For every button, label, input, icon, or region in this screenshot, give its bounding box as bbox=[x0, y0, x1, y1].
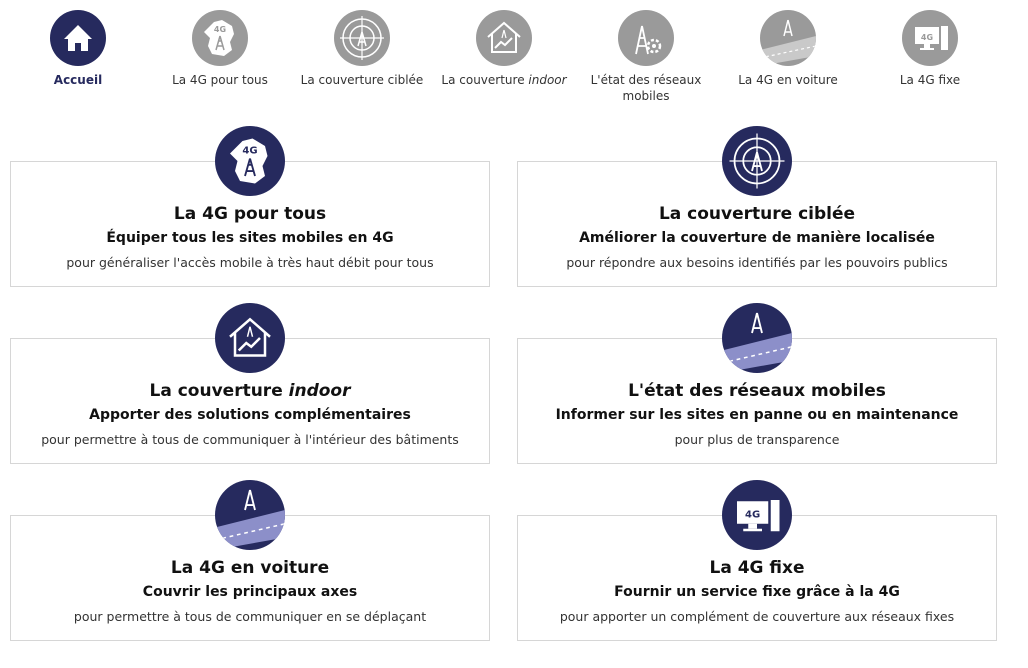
nav-item-etat-reseaux[interactable] bbox=[576, 10, 716, 104]
nav-label: L'état des réseaux mobiles bbox=[590, 73, 702, 103]
card-title: La couverture indoor bbox=[149, 381, 351, 401]
france-4g-icon bbox=[192, 10, 248, 66]
computer-4g-icon bbox=[902, 10, 958, 66]
card-subtitle: Apporter des solutions complémentaires bbox=[89, 407, 411, 423]
icon-4g-text: 4G bbox=[213, 25, 227, 34]
nav-item-4g-pour-tous[interactable] bbox=[150, 10, 290, 88]
nav-label: La couverture indoor bbox=[441, 73, 567, 87]
nav-item-accueil[interactable] bbox=[8, 10, 148, 88]
card-subtitle: Fournir un service fixe grâce à la 4G bbox=[614, 584, 900, 600]
card-subtitle: Couvrir les principaux axes bbox=[142, 584, 358, 600]
nav-label: La 4G pour tous bbox=[172, 73, 268, 87]
card-title: La 4G pour tous bbox=[173, 204, 327, 224]
nav-item-4g-voiture[interactable] bbox=[718, 10, 858, 88]
card-description: pour apporter un complément de couverture aux réseaux fixes bbox=[559, 609, 955, 624]
target-antenna-icon bbox=[722, 126, 792, 196]
road-antenna-icon bbox=[760, 10, 816, 66]
road-antenna-icon bbox=[215, 480, 285, 550]
icon-4g-text: 4G bbox=[920, 33, 934, 42]
nav-item-couverture-indoor[interactable] bbox=[434, 10, 574, 88]
nav-label: La 4G fixe bbox=[899, 73, 961, 87]
card-subtitle: Équiper tous les sites mobiles en 4G bbox=[106, 230, 394, 246]
nav-label: La couverture ciblée bbox=[300, 73, 424, 87]
icon-4g-text: 4G bbox=[745, 509, 761, 521]
home-icon bbox=[50, 10, 106, 66]
card-title: La 4G fixe bbox=[709, 558, 805, 578]
house-antenna-icon bbox=[215, 303, 285, 373]
card-title: L'état des réseaux mobiles bbox=[628, 381, 886, 401]
road-antenna-icon bbox=[722, 303, 792, 373]
france-4g-icon bbox=[215, 126, 285, 196]
card-subtitle: Améliorer la couverture de manière localisée bbox=[579, 230, 935, 246]
antenna-gear-icon bbox=[618, 10, 674, 66]
computer-4g-icon bbox=[722, 480, 792, 550]
card-description: pour permettre à tous de communiquer à l'intérieur des bâtiments bbox=[41, 432, 459, 447]
nav-item-couverture-ciblee[interactable] bbox=[292, 10, 432, 88]
target-antenna-icon bbox=[334, 10, 390, 66]
card-description: pour répondre aux besoins identifiés par les pouvoirs publics bbox=[566, 255, 948, 270]
nav-label: La 4G en voiture bbox=[738, 73, 838, 87]
card-description: pour généraliser l'accès mobile à très haut débit pour tous bbox=[66, 255, 434, 270]
card-description: pour permettre à tous de communiquer en se déplaçant bbox=[73, 609, 427, 624]
house-antenna-icon bbox=[476, 10, 532, 66]
nav-item-4g-fixe[interactable] bbox=[860, 10, 1000, 88]
card-subtitle: Informer sur les sites en panne ou en maintenance bbox=[555, 407, 959, 423]
card-title: La 4G en voiture bbox=[170, 558, 330, 578]
nav-label: Accueil bbox=[53, 73, 103, 87]
card-title: La couverture ciblée bbox=[658, 204, 856, 224]
icon-4g-text: 4G bbox=[242, 145, 258, 157]
card-description: pour plus de transparence bbox=[674, 432, 840, 447]
top-navigation bbox=[0, 0, 1028, 110]
